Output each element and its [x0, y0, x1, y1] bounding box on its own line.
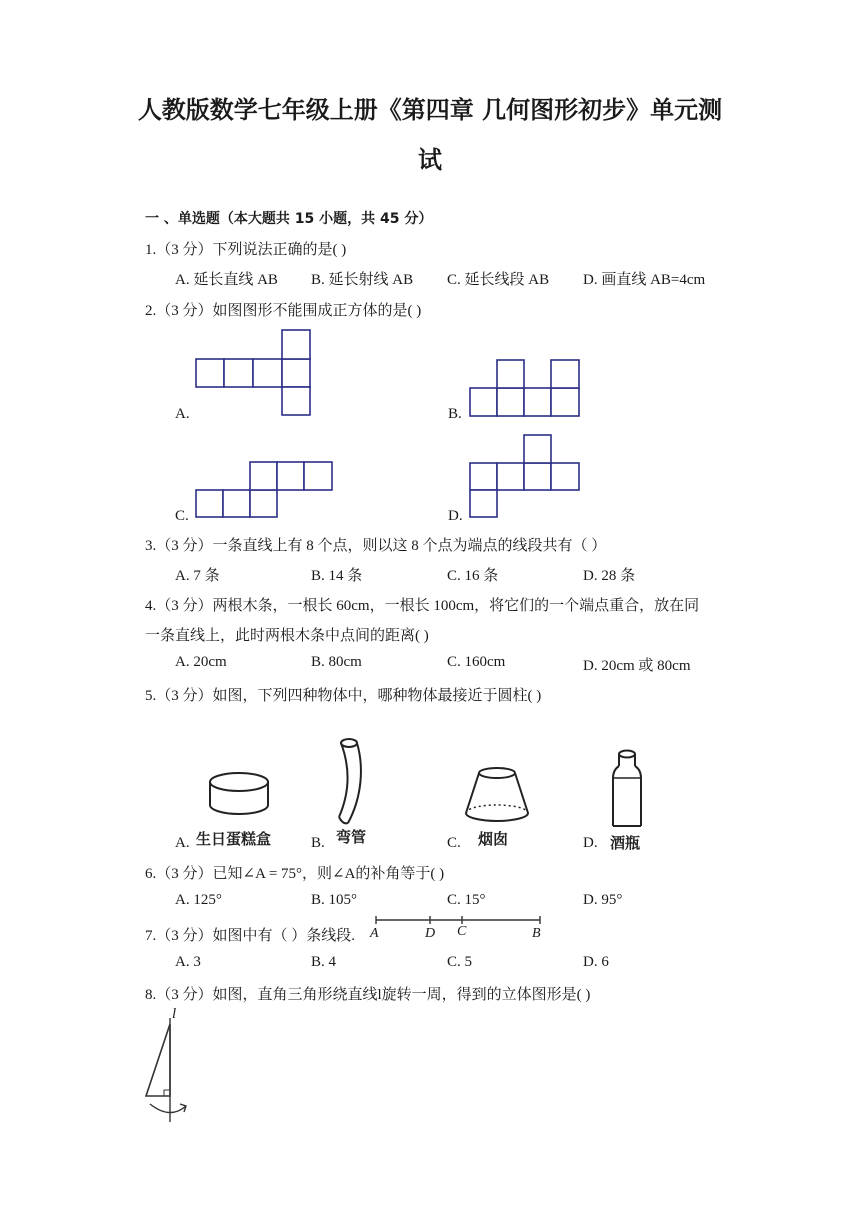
question-7-stem: 7.（3 分）如图中有（ ）条线段.	[145, 928, 356, 944]
q4-option-d[interactable]: D. 20cm 或 80cm	[583, 658, 691, 674]
q7-option-d[interactable]: D. 6	[583, 954, 609, 970]
q2-net-c-figure	[196, 462, 336, 522]
q3-option-c[interactable]: C. 16 条	[447, 568, 499, 584]
q3-option-d[interactable]: D. 28 条	[583, 568, 636, 584]
q2-option-d[interactable]: D.	[448, 508, 463, 524]
q5-option-d[interactable]: D.	[583, 835, 598, 851]
q4-option-b[interactable]: B. 80cm	[311, 654, 362, 670]
q7-option-c[interactable]: C. 5	[447, 954, 473, 970]
question-2-stem: 2.（3 分）如图图形不能围成正方体的是( )	[145, 303, 422, 319]
q5-caption-wine-bottle: 酒瓶	[610, 834, 641, 852]
q2-net-a-figure	[196, 330, 316, 420]
q1-option-d[interactable]: D. 画直线 AB=4cm	[583, 272, 706, 288]
q5-wine-bottle-figure	[610, 748, 644, 830]
q2-net-d-figure	[470, 435, 585, 525]
q5-curved-pipe-figure	[330, 737, 370, 827]
q2-option-b[interactable]: B.	[448, 406, 462, 422]
q5-option-c[interactable]: C.	[447, 835, 461, 851]
q4-option-c[interactable]: C. 160cm	[447, 654, 506, 670]
question-1-stem: 1.（3 分）下列说法正确的是( )	[145, 242, 347, 258]
q5-caption-chimney: 烟囱	[478, 830, 509, 848]
q1-option-b[interactable]: B. 延长射线 AB	[311, 272, 414, 288]
q5-caption-cake-box: 生日蛋糕盒	[196, 830, 272, 848]
q6-option-a[interactable]: A. 125°	[175, 892, 222, 908]
question-6-stem: 6.（3 分）已知∠A = 75°，则∠A的补角等于( )	[145, 866, 445, 882]
q7-point-b: B	[532, 926, 541, 941]
q4-option-a[interactable]: A. 20cm	[175, 654, 227, 670]
q6-option-c[interactable]: C. 15°	[447, 892, 486, 908]
q7-option-b[interactable]: B. 4	[311, 954, 337, 970]
question-8-stem: 8.（3 分）如图，直角三角形绕直线l旋转一周，得到的立体图形是( )	[145, 987, 591, 1003]
question-4-stem-line2: 一条直线上，此时两根木条中点间的距离( )	[145, 628, 429, 644]
q8-rotation-figure	[140, 1010, 200, 1125]
q3-option-a[interactable]: A. 7 条	[175, 568, 220, 584]
q5-option-b[interactable]: B.	[311, 835, 325, 851]
q1-option-a[interactable]: A. 延长直线 AB	[175, 272, 278, 288]
q2-option-c[interactable]: C.	[175, 508, 189, 524]
q7-point-d: D	[425, 926, 436, 941]
q8-axis-label: l	[172, 1006, 177, 1022]
q6-option-b[interactable]: B. 105°	[311, 892, 358, 908]
q7-point-a: A	[370, 926, 379, 941]
q2-net-b-figure	[470, 360, 585, 420]
q5-chimney-figure	[462, 765, 532, 827]
question-3-stem: 3.（3 分）一条直线上有 8 个点，则以这 8 个点为端点的线段共有（ ）	[145, 538, 607, 554]
page-title-line2: 试	[418, 146, 442, 174]
q1-option-c[interactable]: C. 延长线段 AB	[447, 272, 550, 288]
q6-option-d[interactable]: D. 95°	[583, 892, 623, 908]
q2-option-a[interactable]: A.	[175, 406, 190, 422]
section-heading: 一 、单选题（本大题共 15 小题，共 45 分）	[145, 211, 433, 227]
q5-caption-curved-pipe: 弯管	[336, 828, 367, 846]
q3-option-b[interactable]: B. 14 条	[311, 568, 363, 584]
q7-option-a[interactable]: A. 3	[175, 954, 201, 970]
page-title-line1: 人教版数学七年级上册《第四章 几何图形初步》单元测	[137, 96, 723, 124]
question-4-stem-line1: 4.（3 分）两根木条，一根长 60cm，一根长 100cm，将它们的一个端点重合，放在同	[145, 598, 700, 614]
q5-cake-box-figure	[208, 772, 272, 822]
question-5-stem: 5.（3 分）如图，下列四种物体中，哪种物体最接近于圆柱( )	[145, 688, 542, 704]
q7-point-c: C	[457, 924, 467, 939]
q5-option-a[interactable]: A.	[175, 835, 190, 851]
